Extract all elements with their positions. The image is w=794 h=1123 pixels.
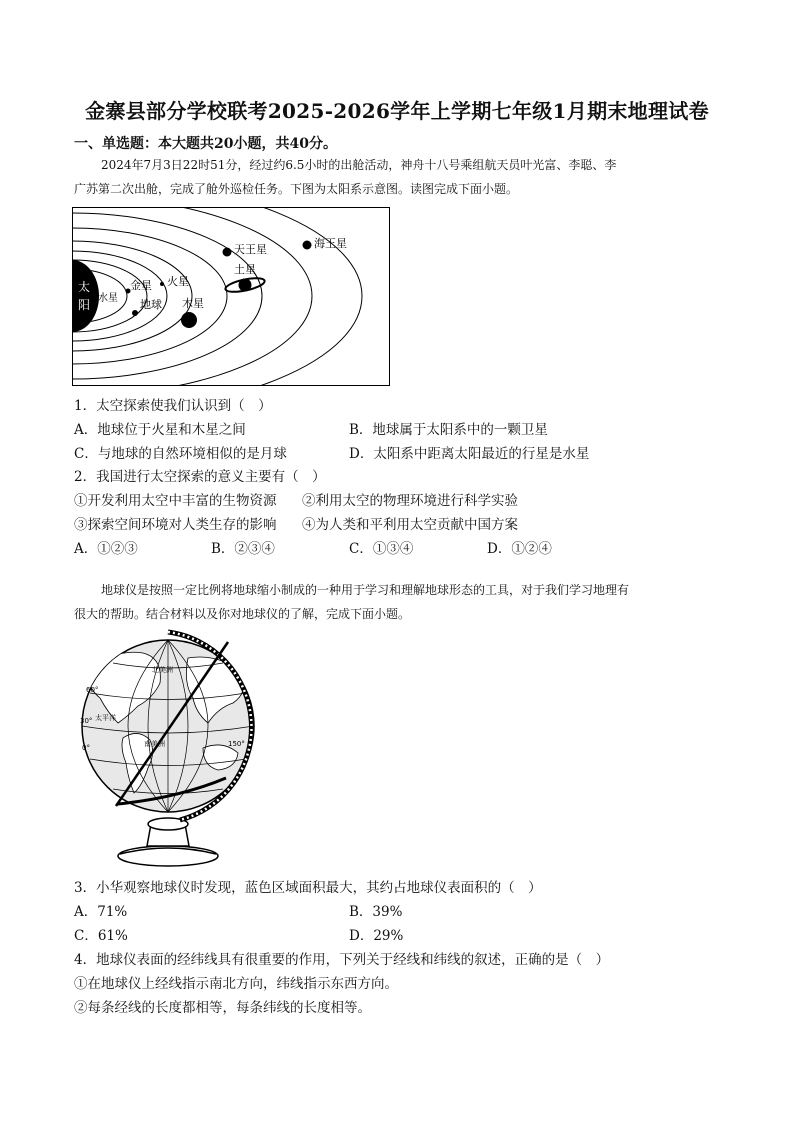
intro-paragraph-1-line-1: 2024年7月3日22时51分，经过约6.5小时的出舱活动，神舟十八号乘组航天员叶光富、李聪、李 bbox=[101, 158, 617, 172]
earth bbox=[132, 310, 138, 316]
mars-label: 火星 bbox=[167, 275, 189, 288]
section-heading: 一、单选题：本大题共20小题，共40分。 bbox=[74, 136, 337, 152]
question-3-option-c[interactable]: C．61% bbox=[74, 928, 128, 944]
globe-stand bbox=[118, 818, 218, 866]
mercury bbox=[93, 292, 97, 296]
question-3-stem: 3．小华观察地球仪时发现，蓝色区域面积最大，其约占地球仪表面积的（ ） bbox=[74, 880, 542, 896]
question-4-stem: 4．地球仪表面的经纬线具有很重要的作用，下列关于经线和纬线的叙述，正确的是（ ） bbox=[74, 952, 610, 968]
page-title: 金寨县部分学校联考2025-2026学年上学期七年级1月期末地理试卷 bbox=[85, 99, 709, 123]
intro-paragraph-2-line-1: 地球仪是按照一定比例将地球缩小制成的一种用于学习和理解地球形态的工具，对于我们学习地理有 bbox=[101, 583, 630, 597]
globe-illustration bbox=[68, 628, 283, 870]
globe-label-pacific: 太平洋 bbox=[95, 714, 116, 722]
question-1-option-c[interactable]: C．与地球的自然环境相似的是月球 bbox=[74, 446, 287, 462]
question-1-option-b[interactable]: B．地球属于太阳系中的一颗卫星 bbox=[349, 422, 548, 438]
mercury-label: 水星 bbox=[98, 293, 118, 304]
jupiter-label: 木星 bbox=[182, 297, 204, 310]
saturn-label: 土星 bbox=[234, 263, 256, 276]
question-4-statement-2: ②每条经线的长度都相等，每条纬线的长度相等。 bbox=[74, 1000, 371, 1016]
uranus-label: 天王星 bbox=[234, 243, 267, 256]
sun-label-2: 阳 bbox=[78, 298, 91, 312]
neptune-label: 海王星 bbox=[314, 237, 347, 250]
venus-label: 金星 bbox=[130, 279, 152, 292]
question-2-option-d[interactable]: D．①②④ bbox=[487, 541, 552, 557]
question-2-option-c[interactable]: C．①③④ bbox=[349, 541, 414, 557]
question-3-option-b[interactable]: B．39% bbox=[349, 904, 403, 920]
question-2-statement-2: ②利用太空的物理环境进行科学实验 bbox=[302, 493, 518, 509]
globe-label-30: 30° bbox=[80, 717, 93, 725]
globe-label-0: 0° bbox=[82, 744, 90, 752]
question-2-statement-1: ①开发利用太空中丰富的生物资源 bbox=[74, 493, 277, 509]
question-3-option-d[interactable]: D．29% bbox=[349, 928, 404, 944]
question-1-stem: 1．太空探索使我们认识到（ ） bbox=[74, 398, 272, 414]
neptune bbox=[303, 241, 312, 250]
mars bbox=[160, 282, 164, 286]
question-2-statement-4: ④为人类和平利用太空贡献中国方案 bbox=[302, 517, 518, 533]
globe-label-north-america: 北美洲 bbox=[152, 666, 173, 674]
jupiter bbox=[181, 312, 197, 328]
intro-paragraph-1-line-2: 广苏第二次出舱，完成了舱外巡检任务。下图为太阳系示意图。读图完成下面小题。 bbox=[74, 182, 519, 196]
question-4-statement-1: ①在地球仪上经线指示南北方向，纬线指示东西方向。 bbox=[74, 976, 398, 992]
question-2-stem: 2．我国进行太空探索的意义主要有（ ） bbox=[74, 469, 326, 485]
question-2-statement-3: ③探索空间环境对人类生存的影响 bbox=[74, 517, 277, 533]
question-1-option-d[interactable]: D．太阳系中距离太阳最近的行星是水星 bbox=[349, 446, 590, 462]
uranus bbox=[223, 248, 232, 257]
globe-label-150: 150° bbox=[228, 740, 245, 748]
question-3-option-a[interactable]: A．71% bbox=[74, 904, 128, 920]
sun-label-1: 太 bbox=[78, 280, 91, 294]
question-2-option-a[interactable]: A．①②③ bbox=[74, 541, 138, 557]
solar-system-diagram bbox=[72, 207, 392, 388]
earth-label: 地球 bbox=[140, 298, 162, 311]
question-1-option-a[interactable]: A．地球位于火星和木星之间 bbox=[74, 422, 246, 438]
question-2-option-b[interactable]: B．②③④ bbox=[211, 541, 275, 557]
intro-paragraph-2-line-2: 很大的帮助。结合材料以及你对地球仪的了解，完成下面小题。 bbox=[74, 607, 411, 621]
globe-label-south-america: 南美洲 bbox=[144, 740, 165, 748]
globe-label-60: 60° bbox=[86, 686, 99, 694]
diagram-frame bbox=[73, 208, 390, 386]
